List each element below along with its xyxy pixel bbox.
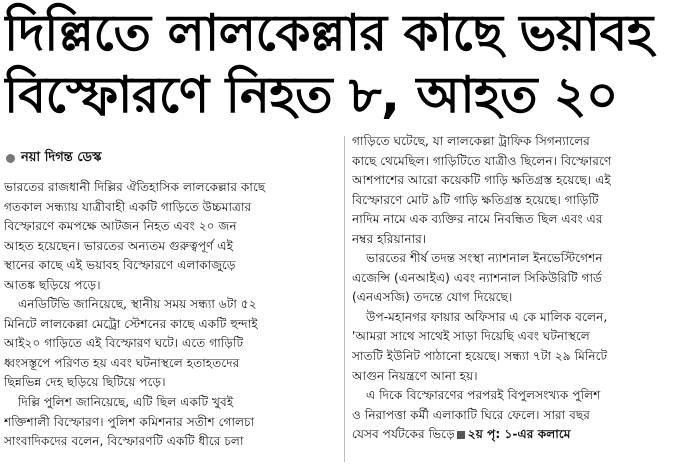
left-column-line: বিস্ফোরণে কমপক্ষে আটজন নিহত এবং ২০ জন <box>4 219 237 234</box>
right-column-line: ভারতের শীর্ষ তদন্ত সংস্থা ন্যাশনাল ইনভেস্টিগেশন <box>366 251 603 266</box>
right-column-line: সাতটি ইউনিট পাঠানো হয়েছে। সন্ধ্যা ৭টা ২৯ মিনিটে <box>352 349 608 364</box>
right-column-line: গাড়িতে ঘটেছে, যা লালকেল্লা ট্রাফিক সিগন্যালের <box>352 134 590 148</box>
left-column-line: গতকাল সন্ধ্যায় যাত্রীবাহী একটি গাড়িতে উচ্চমাত্রার <box>4 199 252 214</box>
left-column-line: স্থানের কাছে এই ভয়াবহ বিস্ফোরণে এলাকাজুড়ে <box>4 258 236 273</box>
last-line-text: যেসব পর্যটকের ভিড়ে <box>352 427 455 442</box>
left-column-line: ভারতের রাজধানী দিল্লির ঐতিহাসিক লালকেল্লার কাছে <box>4 180 266 194</box>
right-column-line: নাদিম নামে এক ব্যক্তির নামে নিবন্ধিত ছিল এবং এর <box>352 212 603 227</box>
headline <box>4 2 688 126</box>
left-column-line: মিনিটে লালকেল্লা মেট্রো স্টেশনের কাছে একটি হুন্দাই <box>4 316 258 331</box>
left-column-line: এনডিটিভি জানিয়েছে, স্থানীয় সময় সন্ধ্যা ৬টা ৫২ <box>18 297 257 312</box>
right-column-line: আশপাশের আরো কয়েকটি গাড়ি ক্ষতিগ্রস্ত হয়েছে। এই <box>352 173 611 188</box>
left-column-line: শক্তিশালী বিস্ফোরণ। পুলিশ কমিশনার সতীশ গোলচা <box>4 414 255 429</box>
bullet-icon <box>6 154 15 163</box>
right-column-line: 'আমরা সাথে সাথেই সাড়া দিয়েছি এবং ঘটনাস্থলে <box>352 329 590 344</box>
right-column-line: এজেন্সি (এনআইএ) এবং ন্যাশনাল সিকিউরিটি গার্ড <box>352 270 602 285</box>
left-column-line: ধ্বংসস্তূপে পরিণত হয় এবং ঘটনাস্থলে হতাহতদের <box>4 355 240 370</box>
left-column-line: আই২০ গাড়িতে এই বিস্ফোরণ ঘটে। এতে গাড়িটি <box>4 336 244 351</box>
left-column <box>4 178 338 452</box>
left-column-line: ছিন্নভিন্ন দেহ ছড়িয়ে ছিটিয়ে পড়ে। <box>4 375 166 390</box>
right-column-line: কাছে থেমেছিল। গাড়িটিতে যাত্রীও ছিলেন। বিস্ফোরণে <box>352 153 612 168</box>
byline <box>6 148 101 169</box>
headline-line-1: দিল্লিতে লালকেল্লার কাছে ভয়াবহ <box>4 4 653 62</box>
column-divider <box>344 136 345 462</box>
square-bullet-icon <box>457 431 465 439</box>
right-column <box>352 132 688 445</box>
left-column-line: আহত হয়েছেন। ভারতের অন্যতম গুরুত্বপূর্ণ এই <box>4 238 233 253</box>
right-column-line: ও নিরাপত্তা কর্মী এলাকাটি ঘিরে ফেলে। সারা বছর <box>352 407 590 422</box>
right-column-line: নম্বর হরিয়ানার। <box>352 231 427 246</box>
headline-line-2: বিস্ফোরণে নিহত ৮, আহত ২০ <box>4 66 618 124</box>
right-column-last-line <box>352 425 688 445</box>
right-column-line: উপ-মহানগর ফায়ার অফিসার এ কে মালিক বলেন, <box>366 309 608 324</box>
byline-text: নয়া দিগন্ত ডেস্ক <box>21 150 102 165</box>
continued-reference: ২য় পৃ: ১-এর কলামে <box>467 427 571 442</box>
right-column-line: বিস্ফোরণে মোট ৯টি গাড়ি ক্ষতিগ্রস্ত হয়েছে। গাড়িটি <box>352 192 599 207</box>
right-column-line: (এনএসজি) তদন্তে যোগ দিয়েছে। <box>352 290 513 305</box>
left-column-line: আতঙ্ক ছড়িয়ে পড়ে। <box>4 277 101 292</box>
left-column-line: দিল্লি পুলিশ জানিয়েছে, এটি ছিল একটি খুবই <box>18 395 234 410</box>
right-column-line: আগুন নিয়ন্ত্রণে আনা হয়। <box>352 368 478 383</box>
right-column-line: এ দিকে বিস্ফোরণের পরপরই বিপুলসংখ্যক পুলিশ <box>366 388 601 403</box>
left-column-line: সাংবাদিকদের বলেন, বিস্ফোরণটি একটি ধীরে চলা <box>4 434 244 449</box>
